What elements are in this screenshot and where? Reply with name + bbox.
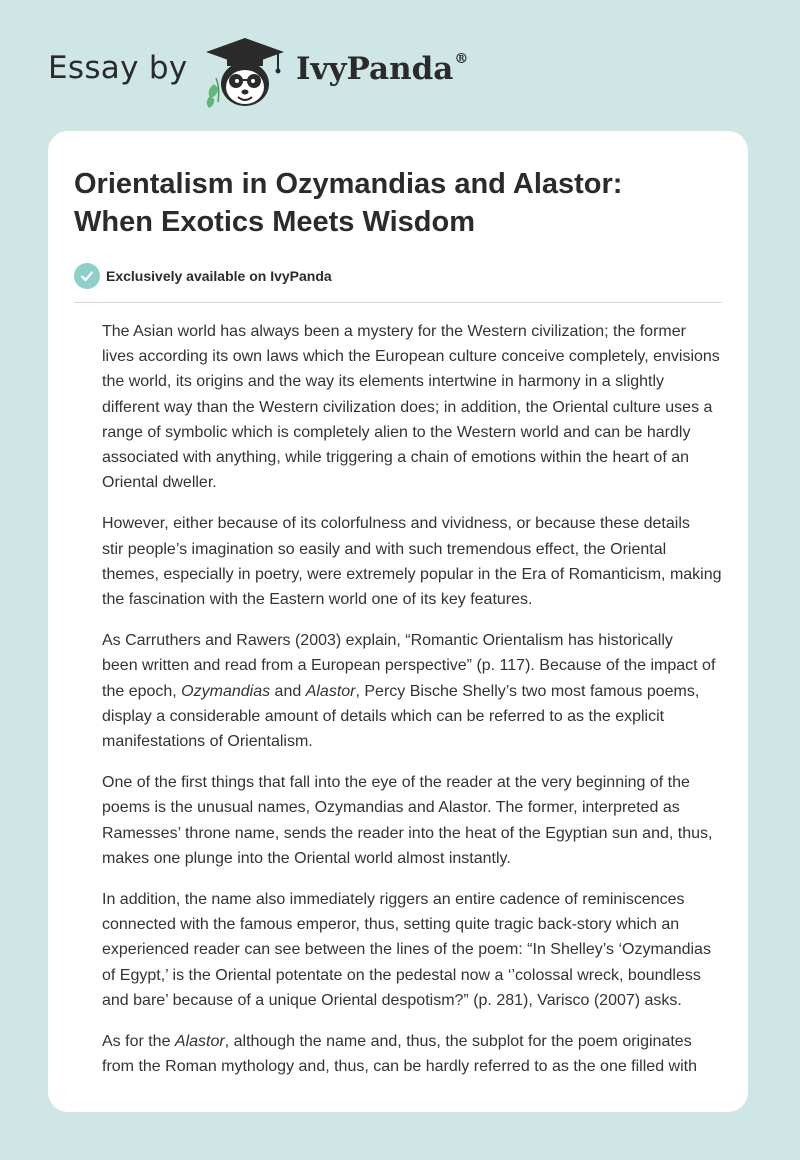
divider (74, 302, 722, 303)
ivypanda-logo-icon[interactable] (200, 34, 290, 112)
trademark-symbol: ® (454, 51, 469, 67)
paragraph-line: experienced reader can see between the lines of the poem: “In Shelley’s ‘Ozymandias (102, 941, 711, 959)
essay-card (48, 131, 748, 1112)
paragraph-4 (74, 770, 724, 871)
essay-title (74, 165, 734, 241)
paragraph-line: connected with the famous emperor, thus, setting quite tragic back-story which an (102, 916, 680, 934)
brand-label: IvyPanda (296, 51, 454, 87)
check-icon (74, 263, 100, 289)
paragraph-line: themes, especially in poetry, were extremely popular in the Era of Romanticism, making (102, 565, 722, 583)
paragraph-2 (74, 511, 724, 612)
paragraph-5 (74, 887, 724, 1013)
paragraph-line: from the Roman mythology and, thus, can be hardly referred to as the one filled with (102, 1058, 697, 1076)
paragraph-line: One of the first things that fall into the eye of the reader at the very beginning of the (102, 774, 690, 792)
paragraph-line: associated with anything, while triggering a chain of emotions within the heart of an (102, 449, 690, 467)
paragraph-text: and (270, 682, 306, 700)
essay-title-line-2: When Exotics Meets Wisdom (74, 206, 475, 238)
paragraph-text: the epoch, (102, 682, 182, 700)
essay-title-line-1: Orientalism in Ozymandias and Alastor: (74, 168, 623, 200)
paragraph-line: In addition, the name also immediately riggers an entire cadence of reminiscences (102, 891, 685, 909)
paragraph-line: makes one plunge into the Oriental world almost instantly. (102, 849, 511, 867)
paragraph-line: lives according its own laws which the European culture conceive completely, envisions (102, 348, 720, 366)
paragraph-line: However, either because of its colorfulness and vividness, or because these details (102, 515, 690, 533)
paragraph-line: manifestations of Orientalism. (102, 733, 313, 751)
paragraph-line: Ramesses’ throne name, sends the reader into the heat of the Egyptian sun and, thus, (102, 824, 713, 842)
paragraph-text: , although the name and, thus, the subplot for the poem originates (224, 1033, 692, 1051)
paragraph-1 (74, 319, 724, 495)
paragraph-line: been written and read from a European perspective” (p. 117). Because of the impact of (102, 657, 716, 675)
paragraph-text: As for the (102, 1033, 175, 1051)
essay-body (74, 319, 724, 1095)
paragraph-line (74, 679, 724, 704)
paragraph-line: different way than the Western civilization does; in addition, the Oriental culture uses a (102, 398, 713, 416)
brand-name[interactable] (296, 51, 468, 87)
paragraph-line: the world, its origins and the way its elements intertwine in harmony in a slightly (102, 373, 665, 391)
paragraph-line: display a considerable amount of details which can be referred to as the explicit (102, 707, 665, 725)
paragraph-3 (74, 628, 724, 754)
poem-title-alastor: Alastor (174, 1033, 225, 1051)
poem-title-alastor: Alastor (305, 682, 356, 700)
paragraph-line: stir people’s imagination so easily and with such tremendous effect, the Oriental (102, 540, 667, 558)
paragraph-line (102, 1033, 692, 1050)
exclusive-badge (74, 263, 332, 289)
paragraph-line: poems is the unusual names, Ozymandias and Alastor. The former, interpreted as (102, 799, 680, 817)
paragraph-line: of Egypt,’ is the Oriental potentate on the pedestal now a ‘’colossal wreck, boundless (102, 966, 701, 984)
poem-title-ozymandias: Ozymandias (181, 682, 271, 700)
paragraph-line: and bare’ because of a unique Oriental despotism?” (p. 281), Varisco (2007) asks. (102, 991, 682, 1009)
exclusive-badge-label: Exclusively available on IvyPanda (106, 268, 332, 284)
paragraph-line: range of symbolic which is completely alien to the Western world and can be hardly (102, 423, 691, 441)
paragraph-6 (74, 1029, 724, 1079)
paragraph-line: the fascination with the Eastern world one of its key features. (102, 591, 533, 609)
paragraph-line: The Asian world has always been a mystery for the Western civilization; the former (102, 323, 686, 340)
essay-by-label: Essay by (48, 50, 188, 86)
paragraph-line: As Carruthers and Rawers (2003) explain, “Romantic Orientalism has historically (102, 632, 673, 650)
paragraph-line: Oriental dweller. (102, 474, 217, 492)
paragraph-text: , Percy Bische Shelly’s two most famous poems, (355, 682, 700, 700)
site-header (0, 0, 800, 130)
